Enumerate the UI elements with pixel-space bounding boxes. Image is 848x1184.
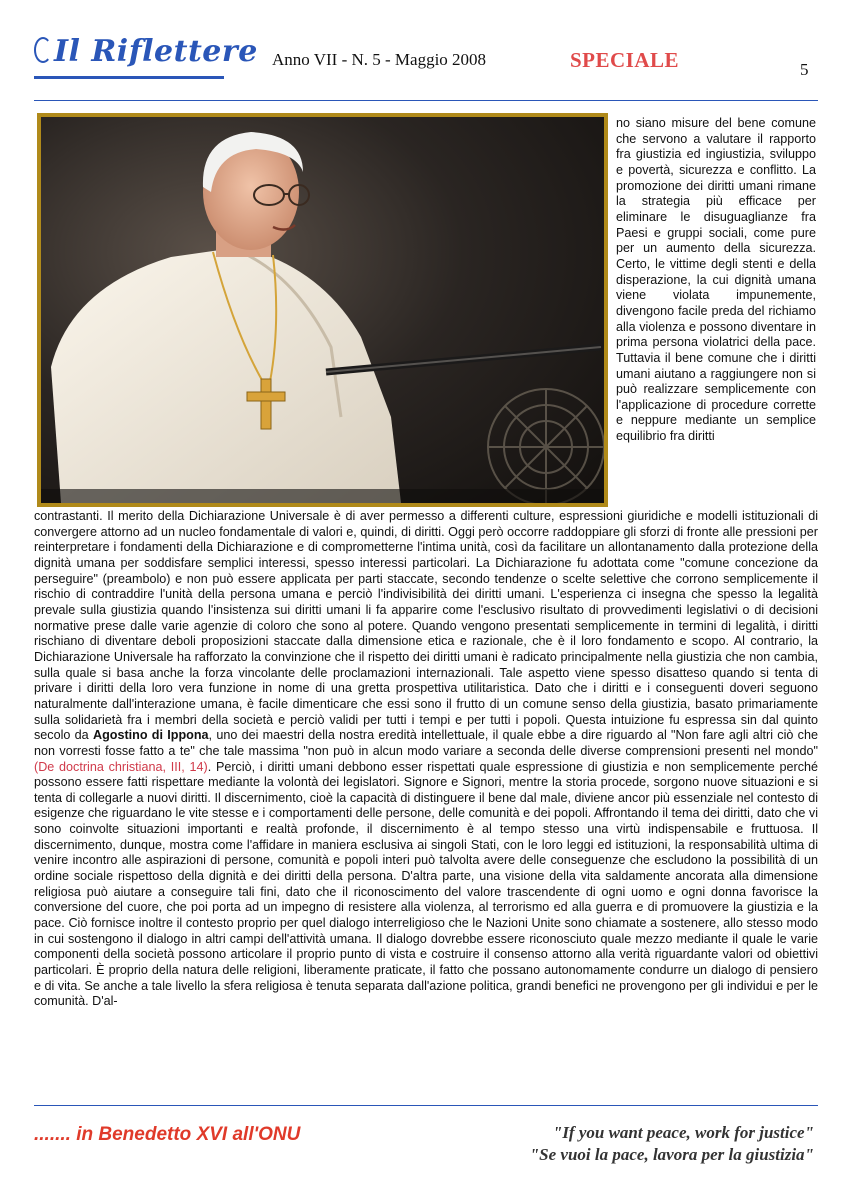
main-text-part-3: . Perciò, i diritti umani debbono esser rispettati quale espressione di giustizia e non semplicemente perché possono essere fatti rispettare mediante la volontà dei legislatori. Signore e Signori, mentre la storia procede, sorgono nuove situazioni e si tenta di collegarle a nuovi diritti. Il discernimento, cioè la capacità di distinguere il bene dal male, diviene ancor più essenziale nel contesto di esigenze che riguardano le vite stesse e i comportamenti delle persone, delle comunità e dei popoli. Affrontando il tema dei diritti, dato che vi sono coinvolte situazioni importanti e realtà profonde, il discernimento è al tempo stesso una virtù indispensabile e fruttuosa. Il discernimento, dunque, mostra come l'affidare in maniera esclusiva ai singoli Stati, con le loro leggi ed istituzioni, la responsabilità ultima di venire incontro alle aspirazioni di persone, comunità e popoli interi può talvolta avere delle conseguenze che escludono la possibilità di un ordine sociale rispettoso della dignità e dei diritti della persona. D'altra parte, una visione della vita saldamente ancorata alla dimensione religiosa può aiutare a conseguire tali fini, dato che il riconoscimento del valore trascendente di ogni uomo e ogni donna favorisce la conversione del cuore, che poi porta ad un impegno di resistere alla violenza, al terrorismo ed alla guerra e di promuovere la giustizia e la pace. Ciò fornisce inoltre il contesto proprio per quel dialogo interreligioso che le Nazioni Unite sono chiamate a sostenere, allo stesso modo in cui sostengono il dialogo in altri campi dell'attività umana. Il dialogo dovrebbe essere riconosciuto quale mezzo mediante il quale le varie componenti della società possono articolare il proprio punto di vista e costruire il consenso attorno alla verità riguardante valori od obiettivi particolari. È proprio della natura delle religioni, liberamente praticate, il fatto che possano autonomamente condurre un dialogo di pensiero e di vita. Se anche a tale livello la sfera religiosa è tenuta separata dall'azione politica, grandi benefici ne provengono per gli individui e per le comunità. D'al- — [34, 759, 819, 1009]
header-divider — [34, 100, 818, 101]
page-number: 5 — [800, 60, 809, 79]
side-text: no siano misure del bene comune che servono a valutare il rapporto fra giustizia ed ingiustizia, sviluppo e povertà, sicurezza e conflitto. La promozione dei diritti umani rimane la strategia più efficace per eliminare le disuguaglianze fra Paesi e gruppi sociali, come pure per un aumento della sicurezza. Certo, le vittime degli stenti e della disperazione, la cui dignità umana viene violata impunemente, divengono facile preda del richiamo alla violenza e possono diventare in prima persona violatrici della pace. Tuttavia il bene comune che i diritti umani aiutano a raggiungere non si può realizzare semplicemente con l'applicazione di procedure corrette e neppure mediante un semplice equilibrio fra diritti — [616, 116, 816, 444]
article-photo — [37, 113, 608, 507]
citation: (De doctrina christiana, III, 14) — [34, 759, 208, 774]
section-label: SPECIALE — [570, 48, 680, 72]
author-name: Agostino di Ippona — [92, 728, 209, 743]
footer-series-title: ....... in Benedetto XVI all'ONU — [34, 1124, 301, 1145]
footer-quote — [470, 1122, 814, 1166]
footer-quote-italian: "Se vuoi la pace, lavora per la giustizia" — [529, 1145, 814, 1164]
main-text-part-1: contrastanti. Il merito della Dichiarazione Universale è di aver permesso a differenti culture, espressioni giuridiche e modelli istituzionali di convergere attorno ad un nucleo fondamentale di valori e, quindi, di diritti. Oggi però occorre raddoppiare gli sforzi di fronte alle pressioni per reinterpretare i fondamenti della Dichiarazione e di comprometterne l'intima unità, così da facilitare un allontanamento dalla protezione della dignità umana per soddisfare semplici interessi, spesso interessi particolari. La Dichiarazione fu adottata come "comune concezione da perseguire" (preambolo) e non può essere applicata per parti staccate, secondo tendenze o scelte selettive che corrono semplicemente il rischio di contraddire l'unità della persona umana e perciò l'indivisibilità dei diritti umani. L'esperienza ci insegna che spesso la legalità prevale sulla giustizia quando l'insistenza sui diritti umani li fa apparire come l'esclusivo risultato di provvedimenti legislativi o di decisioni normative prese dalle varie agenzie di coloro che sono al potere. Quando vengono presentati semplicemente in termini di legalità, i diritti rischiano di diventare deboli proposizioni staccate dalla dimensione etica e razionale, che è il loro fondamento e scopo. Al contrario, la Dichiarazione Universale ha rafforzato la convinzione che il rispetto dei diritti umani è radicato principalmente nella giustizia che non cambia, sulla quale si basa anche la forza vincolante delle proclamazioni internazionali. Tale aspetto viene spesso disatteso quando si tenta di privare i diritti della loro vera funzione in nome di una gretta prospettiva utilitaristica. Dato che i diritti e i conseguenti doveri seguono naturalmente dall'interazione umana, è facile dimenticare che essi sono il frutto di un comune senso della giustizia, basato primariamente sulla solidarietà fra i membri della società e perciò validi per tutti i tempi e per tutti i popoli. Questa intuizione fu espressa sin dal quinto secolo da — [34, 509, 818, 743]
article-side-column — [616, 116, 816, 445]
footer-divider — [34, 1105, 818, 1106]
pope-speaking-photo — [41, 117, 604, 503]
article-main-column — [34, 509, 818, 1010]
footer-quote-english: "If you want peace, work for justice" — [552, 1123, 814, 1142]
newspaper-logo — [34, 32, 258, 72]
logo-swirl-icon — [34, 37, 52, 63]
issue-info: Anno VII - N. 5 - Maggio 2008 — [272, 50, 487, 69]
main-text-part-2: , uno dei maestri della nostra eredità intellettuale, il quale ebbe a dire riguardo al "Non fare agli altri ciò che non vorresti fosse fatto a te" che tale massima "non può in alcun modo variare a seconda delle diverse comprensioni presenti nel mondo" — [34, 728, 818, 758]
logo-underline — [34, 76, 224, 79]
logo-text: Il Riflettere — [54, 34, 258, 69]
